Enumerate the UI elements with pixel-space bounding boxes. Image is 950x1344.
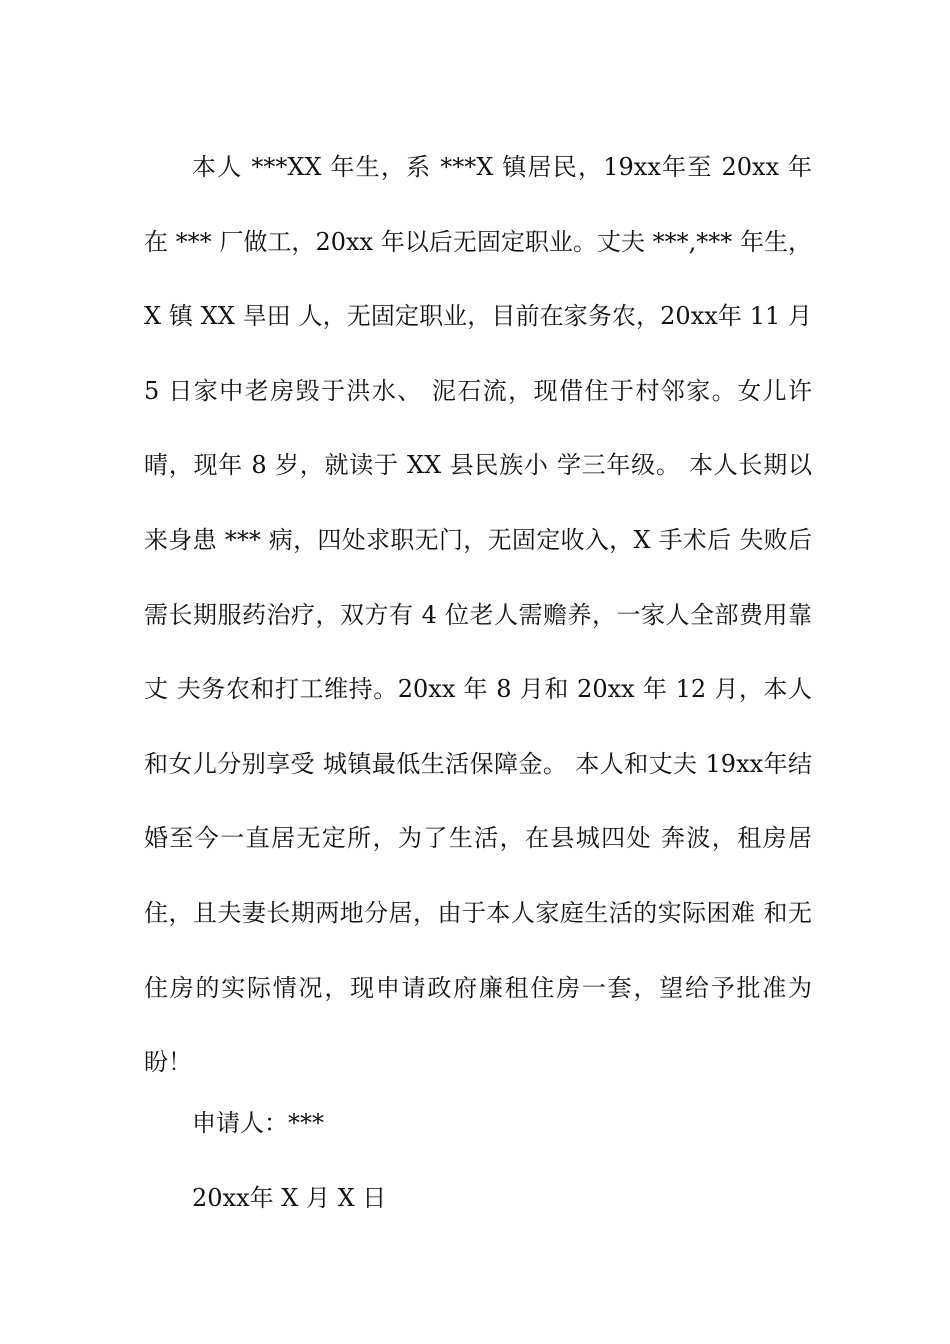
applicant-signature: 申请人：*** (192, 1109, 324, 1137)
application-body-text: 本人 ***XX 年生，系 ***X 镇居民，19xx年至 20xx 年在 *** 厂做工，20xx 年以后无固定职业。丈夫 ***,*** 年生，X 镇 XX 旱田 人，无固定职业，目前在家务农，20xx年 11 月 5 日家中老房毁于洪水、 泥石流，现借住于村邻家。女儿许晴，现年 8 岁，就读于 XX 县民族小 学三年级。 本人长期以来身患 *** 病，四处求职无门，无固定收入，X 手术后 失败后需长期服药治疗，双方有 4 位老人需赡养，一家人全部费用靠丈 夫务农和打工维持。20xx 年 8 月和 20xx 年 12 月，本人和女儿分别享受 城镇最低生活保障金。 本人和丈夫 19xx年结婚至今一直居无定所，为了生活，在县城四处 奔波，租房居住，且夫妻长期两地分居，由于本人家庭生活的实际困难 和无住房的实际情况，现申请政府廉租住房一套，望给予批准为盼！ (144, 153, 812, 1077)
application-date: 20xx年 X 月 X 日 (192, 1184, 387, 1212)
